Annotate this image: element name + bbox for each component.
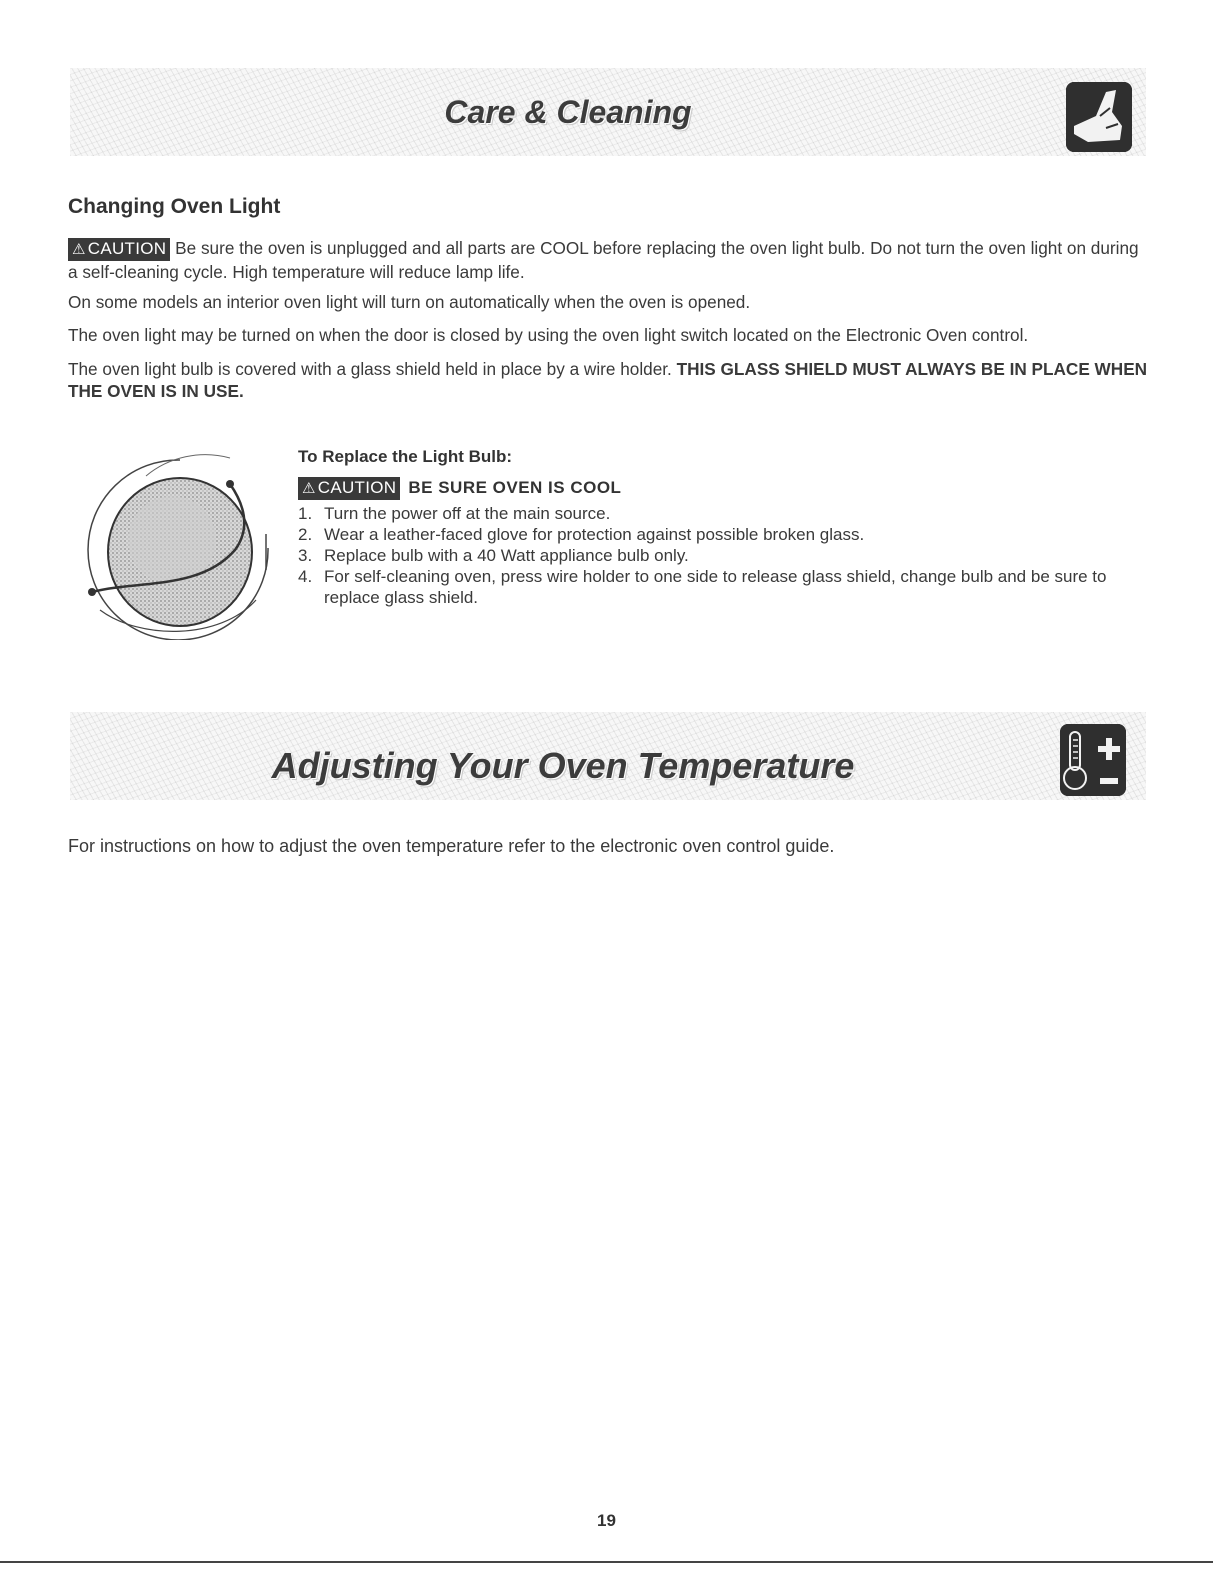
step-text: For self-cleaning oven, press wire holder to one side to release glass shield, change bulb and be sure to replace glass shield. [324, 567, 1107, 607]
section-banner-title: Care & Cleaning [444, 93, 692, 130]
caution-cool-line [298, 477, 621, 500]
thermometer-plus-minus-icon [1060, 724, 1126, 796]
page-number: 19 [597, 1511, 616, 1530]
caution-badge-label: CAUTION [317, 478, 397, 497]
oven-light-illustration [80, 440, 280, 640]
paragraph-glass-shield [68, 358, 1148, 402]
paragraph-auto-light: On some models an interior oven light will turn on automatically when the oven is opened. [68, 292, 751, 312]
list-item [298, 545, 1158, 566]
caution-badge [68, 238, 170, 261]
section-banner-title: Adjusting Your Oven Temperature [271, 745, 855, 786]
replace-bulb-heading: To Replace the Light Bulb: [298, 447, 513, 466]
step-number: 3. [298, 546, 313, 565]
bottom-rule [0, 1561, 1213, 1563]
cleaning-glove-icon [1066, 82, 1132, 152]
step-text: Wear a leather-faced glove for protection against possible broken glass. [324, 525, 865, 544]
list-item [298, 524, 1158, 545]
glass-shield-text: The oven light bulb is covered with a glass shield held in place by a wire holder. [68, 359, 677, 379]
warning-icon: ⚠ [72, 241, 86, 258]
step-number: 2. [298, 525, 313, 544]
caution-badge-label: CAUTION [87, 239, 167, 258]
list-item [298, 566, 1158, 608]
replace-bulb-steps [298, 503, 1158, 608]
temperature-instructions: For instructions on how to adjust the oven temperature refer to the electronic oven control guide. [68, 836, 835, 856]
step-text: Replace bulb with a 40 Watt appliance bulb only. [324, 546, 689, 565]
caution-text: Be sure the oven is unplugged and all parts are COOL before replacing the oven light bulb. Do not turn the oven light on during a self-cleaning cycle. High temperature will reduce lamp life. [68, 238, 1139, 282]
warning-icon: ⚠ [302, 480, 316, 497]
paragraph-light-switch: The oven light may be turned on when the door is closed by using the oven light switch located on the Electronic Oven control. [68, 325, 1029, 345]
caution-paragraph [68, 237, 1148, 283]
list-item [298, 503, 1158, 524]
caution-badge [298, 477, 400, 500]
step-text: Turn the power off at the main source. [324, 504, 611, 523]
oven-temperature-banner [70, 712, 1146, 800]
changing-oven-light-heading: Changing Oven Light [68, 195, 281, 218]
caution-cool-text: BE SURE OVEN IS COOL [408, 478, 622, 497]
step-number: 4. [298, 567, 313, 586]
glass-shield-warning: THIS GLASS SHIELD MUST ALWAYS BE IN PLACE WHEN THE OVEN IS IN USE. [68, 359, 1148, 401]
step-number: 1. [298, 504, 313, 523]
care-cleaning-banner [70, 68, 1146, 156]
